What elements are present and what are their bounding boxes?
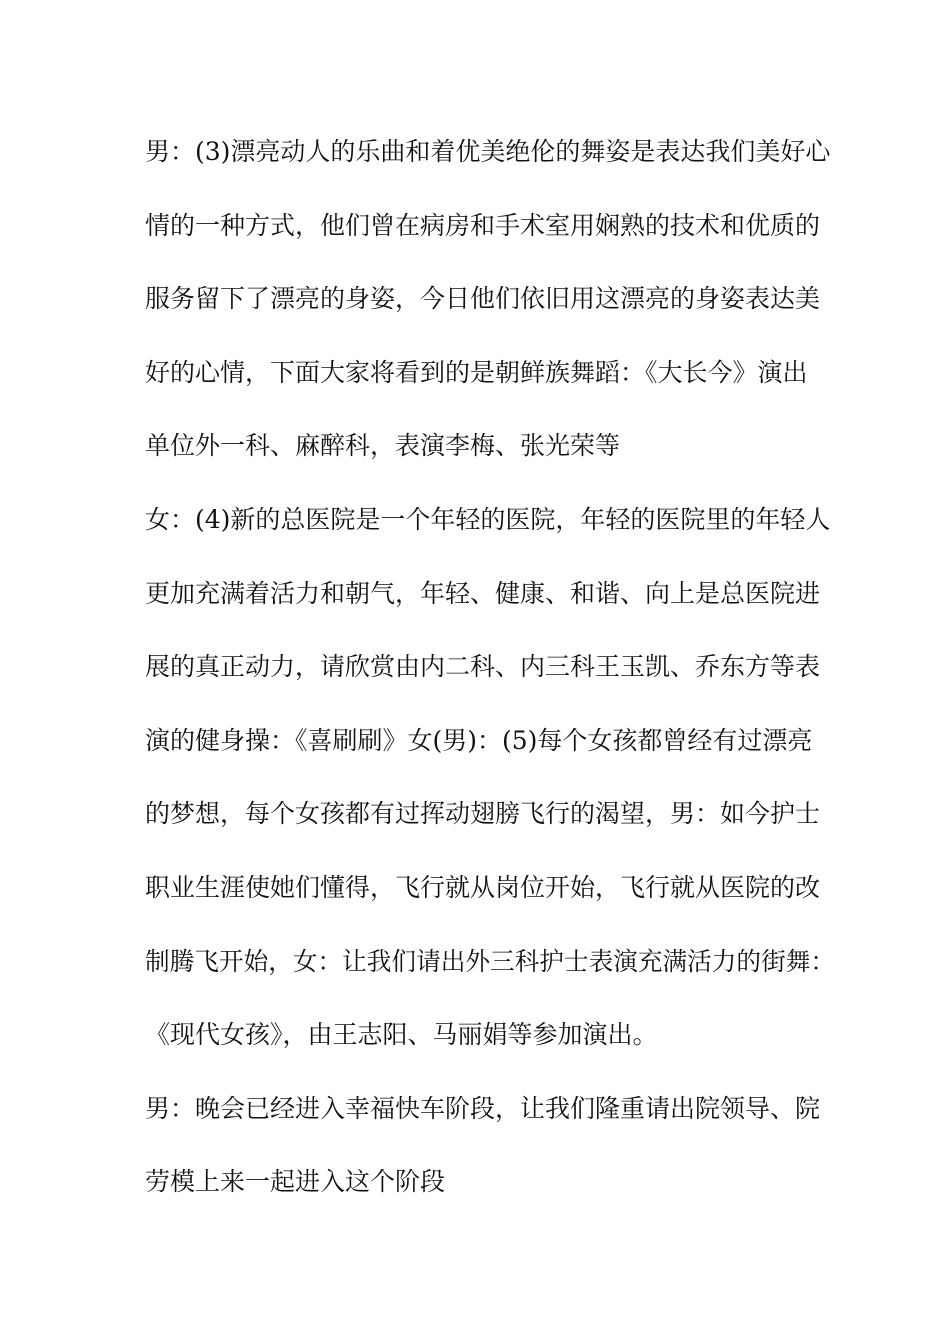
text-line: 男：晚会已经进入幸福快车阶段，让我们隆重请出院领导、院	[145, 1093, 821, 1123]
text-line: 好的心情，下面大家将看到的是朝鲜族舞蹈：《大长今》演出	[145, 357, 808, 387]
document-body	[145, 126, 835, 1230]
text-line: 情的一种方式，他们曾在病房和手术室用娴熟的技术和优质的	[145, 210, 821, 240]
text-line: 展的真正动力，请欣赏由内二科、内三科王玉凯、乔东方等表	[145, 652, 821, 682]
text-line: 更加充满着活力和朝气，年轻、健康、和谐、向上是总医院进	[145, 578, 821, 608]
text-line: 职业生涯使她们懂得，飞行就从岗位开始，飞行就从医院的改	[145, 872, 821, 902]
text-line: 女：(4)新的总医院是一个年轻的医院，年轻的医院里的年轻人	[145, 504, 831, 534]
text-line: 制腾飞开始，女：让我们请出外三科护士表演充满活力的街舞：	[145, 946, 836, 976]
text-line: 服务留下了漂亮的身姿，今日他们依旧用这漂亮的身姿表达美	[145, 284, 821, 314]
text-line: 男：(3)漂亮动人的乐曲和着优美绝伦的舞姿是表达我们美好心	[145, 137, 831, 166]
text-line: 的梦想，每个女孩都有过挥动翅膀飞行的渴望，男：如今护士	[145, 799, 821, 829]
text-line: 单位外一科、麻醉科，表演李梅、张光荣等	[145, 431, 621, 461]
text-line: 演的健身操：《喜刷刷》女(男)：(5)每个女孩都曾经有过漂亮	[145, 725, 813, 755]
text-line: 劳模上来一起进入这个阶段	[145, 1167, 446, 1197]
text-line: 《现代女孩》，由王志阳、马丽娟等参加演出。	[145, 1020, 658, 1050]
